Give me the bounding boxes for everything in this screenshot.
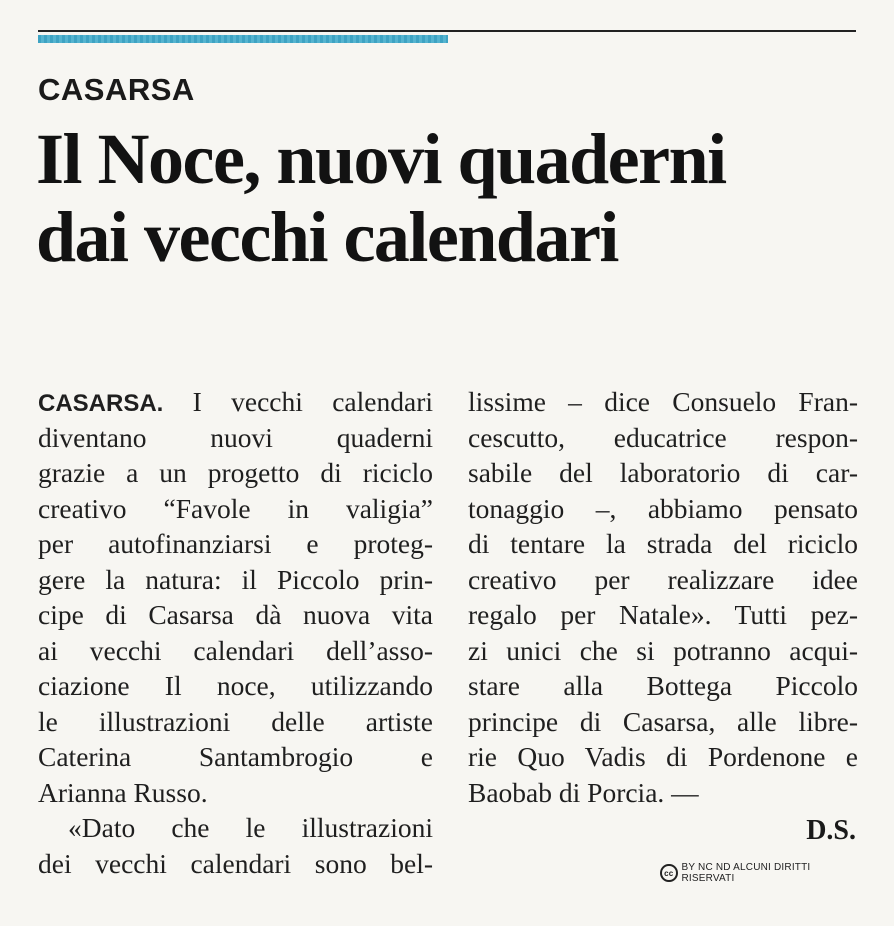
text-line: Arianna Russo. [38, 776, 208, 808]
text-line: rie Quo Vadis di Pordenone e [468, 741, 858, 772]
text-line: stare alla Bottega Piccolo [468, 670, 858, 701]
text-line: Baobab di Porcia. — [468, 776, 699, 808]
text-line: ai vecchi calendari dell’asso- [38, 634, 433, 666]
headline-line-2: dai vecchi calendari [36, 197, 618, 277]
text-line: principe di Casarsa, alle libre- [468, 705, 858, 737]
dateline: CASARSA. [38, 390, 164, 417]
text-line: diventano nuovi quaderni [38, 421, 433, 453]
text-line: creativo “Favole in valigia” [38, 492, 433, 524]
author-signature: D.S. [806, 815, 856, 846]
text-line: grazie a un progetto di riciclo [38, 457, 433, 488]
cc-icon: cc [660, 864, 678, 882]
license-text: BY NC ND ALCUNI DIRITTI RISERVATI [681, 862, 811, 884]
section-kicker: CASARSA [38, 72, 195, 107]
article-headline [36, 120, 866, 276]
header-rule [38, 30, 856, 44]
text-line: sabile del laboratorio di car- [468, 457, 858, 488]
text-line: zi unici che si potranno acqui- [468, 634, 858, 666]
text-line: per autofinanziarsi e proteg- [38, 528, 433, 559]
headline-line-1: Il Noce, nuovi quaderni [36, 119, 726, 199]
text-line: lissime – dice Consuelo Fran- [468, 386, 858, 417]
license-notice [660, 862, 860, 884]
text-line: cescutto, educatrice respon- [468, 421, 858, 453]
article-column-right [468, 384, 858, 810]
top-divider [38, 30, 856, 32]
text-line: regalo per Natale». Tutti pez- [468, 599, 858, 630]
text-line: tonaggio –, abbiamo pensato [468, 492, 858, 524]
accent-bar [38, 35, 448, 43]
text-line: le illustrazioni delle artiste [38, 705, 433, 737]
text-line: creativo per realizzare idee [468, 563, 858, 595]
text-line: di tentare la strada del riciclo [468, 528, 858, 559]
article-column-left [38, 384, 433, 881]
text-line: cipe di Casarsa dà nuova vita [38, 599, 433, 630]
text-line [38, 384, 433, 420]
text-line: gere la natura: il Piccolo prin- [38, 563, 433, 595]
text-fragment: I vecchi calendari [163, 386, 433, 417]
text-line: dei vecchi calendari sono bel- [38, 847, 433, 879]
text-line: «Dato che le illustrazioni [68, 812, 433, 843]
text-line: ciazione Il noce, utilizzando [38, 670, 433, 701]
text-line: Caterina Santambrogio e [38, 741, 433, 772]
